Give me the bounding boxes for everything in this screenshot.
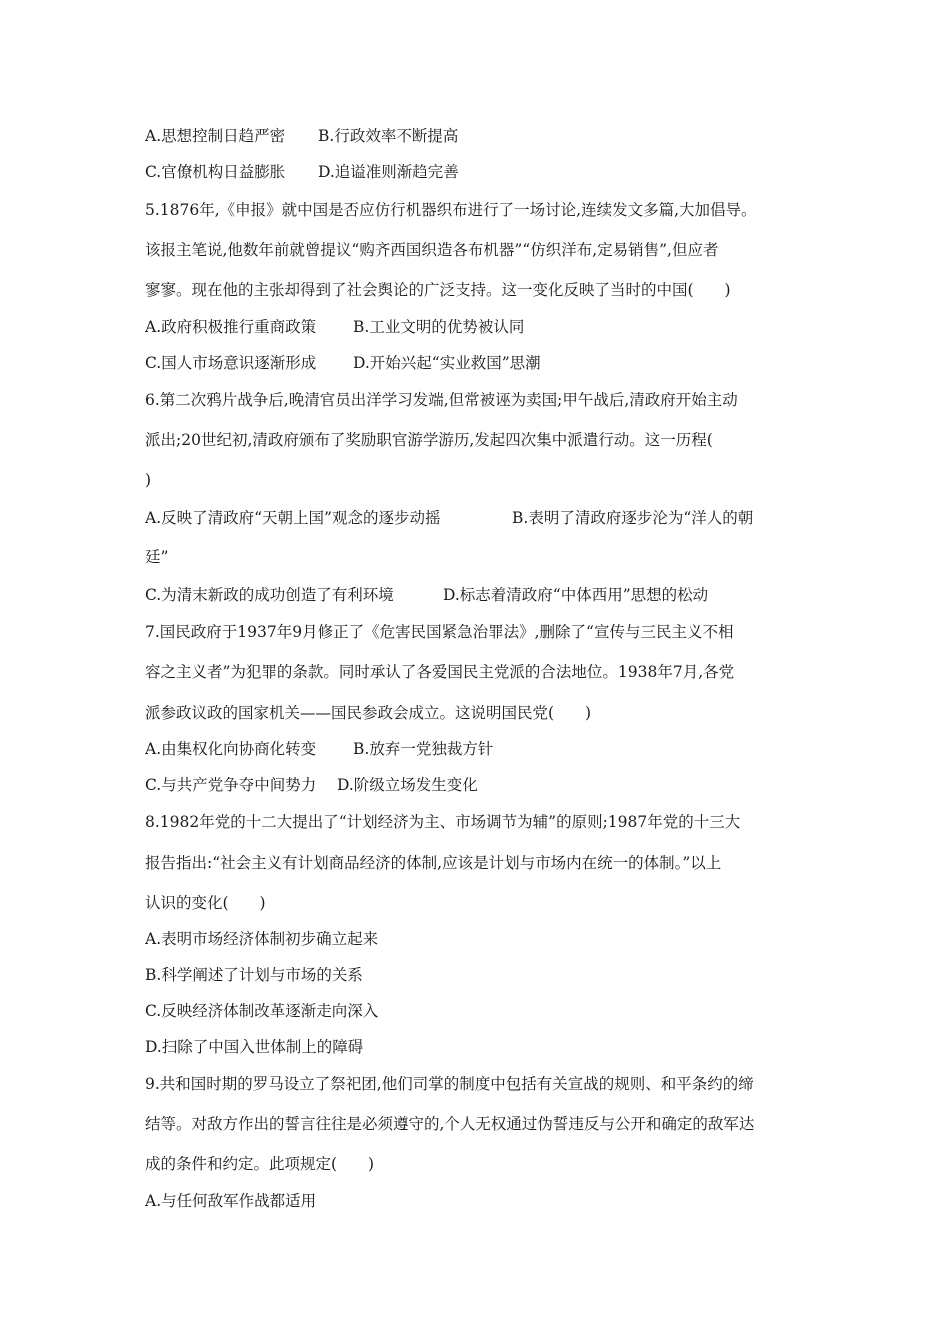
q7-options-row-2	[145, 775, 815, 795]
q5-options-row-1	[145, 317, 815, 337]
q6-options-row-2	[145, 585, 815, 605]
q4-options-row-2	[145, 162, 815, 182]
q8-stem-line-1: 8.1982年党的十二大提出了“计划经济为主、市场调节为辅”的原则;1987年党的十三大	[145, 813, 741, 831]
q4-option-a: A.思想控制日趋严密	[145, 127, 286, 145]
q6-stem-line-2: 派出;20世纪初,清政府颁布了奖励职官游学游历,发起四次集中派遣行动。这一历程(	[145, 431, 713, 449]
q9-stem-line-3: 成的条件和约定。此项规定( )	[145, 1155, 375, 1173]
q4-options-row-1	[145, 126, 815, 146]
q6-stem-line-3: )	[145, 471, 152, 489]
q7-option-a: A.由集权化向协商化转变	[145, 740, 317, 758]
q5-option-a: A.政府积极推行重商政策	[145, 318, 317, 336]
q6-option-a: A.反映了清政府“天朝上国”观念的逐步动摇	[145, 509, 441, 527]
q7-options-row-1	[145, 739, 815, 759]
q8-option-a: A.表明市场经济体制初步确立起来	[145, 930, 379, 948]
q7-stem-line-1: 7.国民政府于1937年9月修正了《危害民国紧急治罪法》,删除了“宣传与三民主义不相	[145, 623, 734, 641]
q8-option-c: C.反映经济体制改革逐渐走向深入	[145, 1002, 379, 1020]
q5-stem-line-3: 寥寥。现在他的主张却得到了社会舆论的广泛支持。这一变化反映了当时的中国( )	[145, 281, 731, 299]
q5-option-c: C.国人市场意识逐渐形成	[145, 354, 317, 372]
q6-option-b: B.表明了清政府逐步沦为“洋人的朝	[512, 509, 754, 527]
q6-option-c: C.为清末新政的成功创造了有利环境	[145, 586, 394, 604]
q4-option-c: C.官僚机构日益膨胀	[145, 163, 286, 181]
q6-options-row-1	[145, 508, 815, 528]
q5-stem-line-1: 5.1876年,《申报》就中国是否应仿行机器织布进行了一场讨论,连续发文多篇,大加倡导。	[145, 201, 757, 219]
q8-option-b: B.科学阐述了计划与市场的关系	[145, 966, 363, 984]
q4-option-b: B.行政效率不断提高	[318, 127, 459, 145]
q6-option-d: D.标志着清政府“中体西用”思想的松动	[443, 586, 709, 604]
q5-options-row-2	[145, 353, 815, 373]
q5-option-d: D.开始兴起“实业救国”思潮	[353, 354, 541, 372]
q7-stem-line-3: 派参政议政的国家机关——国民参政会成立。这说明国民党( )	[145, 704, 592, 722]
q5-option-b: B.工业文明的优势被认同	[353, 318, 525, 336]
q6-option-b-continued: 廷”	[145, 548, 169, 566]
q9-stem-line-2: 结等。对敌方作出的誓言往往是必须遵守的,个人无权通过伪誓违反与公开和确定的敌军达	[145, 1115, 755, 1133]
q4-option-d: D.追谥准则渐趋完善	[318, 163, 459, 181]
q8-option-d: D.扫除了中国入世体制上的障碍	[145, 1038, 364, 1056]
q7-option-c: C.与共产党争夺中间势力	[145, 776, 317, 794]
q9-option-a: A.与任何敌军作战都适用	[145, 1192, 317, 1210]
q9-stem-line-1: 9.共和国时期的罗马设立了祭祀团,他们司掌的制度中包括有关宣战的规则、和平条约的缔	[145, 1075, 754, 1093]
q7-stem-line-2: 容之主义者”为犯罪的条款。同时承认了各爱国民主党派的合法地位。1938年7月,各党	[145, 663, 735, 681]
q7-option-b: B.放弃一党独裁方针	[353, 740, 494, 758]
q8-stem-line-3: 认识的变化( )	[145, 894, 266, 912]
q8-stem-line-2: 报告指出:“社会主义有计划商品经济的体制,应该是计划与市场内在统一的体制。”以上	[145, 854, 722, 872]
q6-stem-line-1: 6.第二次鸦片战争后,晚清官员出洋学习发端,但常被诬为卖国;甲午战后,清政府开始主动	[145, 391, 738, 409]
q5-stem-line-2: 该报主笔说,他数年前就曾提议“购齐西国织造各布机器”“仿织洋布,定易销售”,但应者	[145, 241, 719, 259]
q7-option-d: D.阶级立场发生变化	[337, 776, 478, 794]
